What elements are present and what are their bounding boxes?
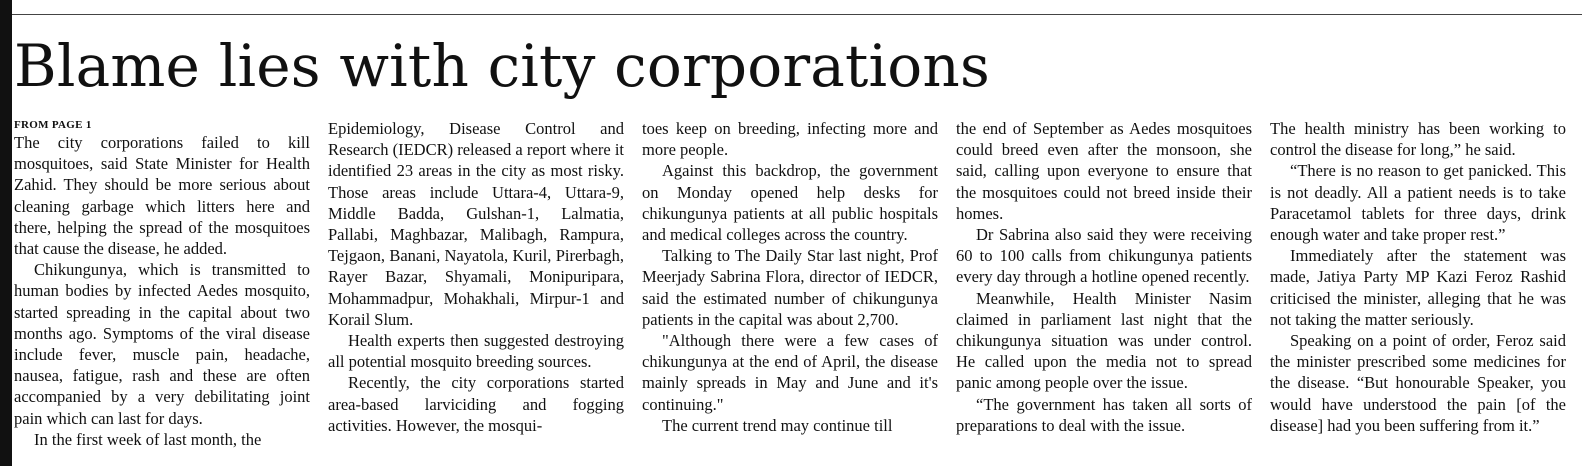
paragraph: The current trend may continue till [662, 415, 893, 435]
top-rule [12, 14, 1582, 15]
paragraph: Dr Sabrina also said they were receiving 60 to 100 calls from chikungunya patients every day through a hotline opened recently. [956, 225, 1252, 287]
paragraph: Epidemiology, Disease Control and Research (IEDCR) released a report where it identified 23 areas in the city as most risky. Those areas include Uttara-4, Uttara-9, Middle Badda, Gulshan-1, Lalmatia, Pallabi, Maghbazar, Malibagh, Rampura, Tejgaon, Banani, Nayatola, Kuril, Pirerbagh, Rayer Bazar, Shyamali, Monipuripara, Mohammadpur, Mohakhali, Mirpur-1 and Korail Slum. [328, 119, 624, 329]
paragraph: Chikungunya, which is transmitted to human bodies by infected Aedes mosquito, started spreading in the capital about two months ago. Symptoms of the viral disease include fever, muscle pain, headache, nausea, fatigue, rash and these are often accompanied by a very debilitating joint pain which can last for days. [14, 260, 310, 428]
paragraph: “The government has taken all sorts of preparations to deal with the issue. [956, 394, 1252, 435]
column-2 [328, 118, 624, 466]
paragraph: Speaking on a point of order, Feroz said the minister prescribed some medicines for the disease. “But honourable Speaker, you would have understood the pain [of the disease] had you been suffering from it.” [1270, 331, 1566, 435]
paragraph: In the first week of last month, the [34, 429, 262, 449]
paragraph: “There is no reason to get panicked. This is not deadly. All a patient needs is to take Paracetamol tablets for three days, drink enough water and take proper rest.” [1270, 161, 1566, 245]
headline: Blame lies with city corporations [14, 32, 990, 100]
article-body [14, 118, 1570, 466]
paragraph: Against this backdrop, the government on Monday opened help desks for chikungunya patients at all public hospitals and medical colleges across the country. [642, 161, 938, 245]
paragraph: the end of September as Aedes mosquitoes could breed even after the monsoon, she said, calling upon everyone to ensure that the mosquitoes could not breed inside their homes. [956, 119, 1252, 223]
paragraph: toes keep on breeding, infecting more and more people. [642, 119, 938, 160]
paragraph: The city corporations failed to kill mosquitoes, said State Minister for Health Zahid. They should be more serious about cleaning garbage which litters here and there, helping the spread of the mosquitoes that cause the disease, he added. [14, 133, 310, 259]
column-3 [642, 118, 938, 466]
paragraph: Health experts then suggested destroying all potential mosquito breeding sources. [328, 331, 624, 372]
paragraph: Immediately after the statement was made, Jatiya Party MP Kazi Feroz Rashid criticised the minister, alleging that he was not taking the matter seriously. [1270, 246, 1566, 329]
paragraph: "Although there were a few cases of chikungunya at the end of April, the disease mainly spreads in May and June and it's continuing." [642, 331, 938, 414]
paragraph: The health ministry has been working to control the disease for long,” he said. [1270, 119, 1566, 160]
paragraph: Meanwhile, Health Minister Nasim claimed in parliament last night that the chikungunya situation was under control. He called upon the media not to spread panic among people over the issue. [956, 288, 1252, 393]
left-edge-bar [0, 0, 12, 466]
kicker: FROM PAGE 1 [14, 119, 92, 131]
paragraph: Talking to The Daily Star last night, Prof Meerjady Sabrina Flora, director of IEDCR, said the estimated number of chikungunya patients in the capital was about 2,700. [642, 246, 938, 329]
paragraph: Recently, the city corporations started area-based larviciding and fogging activities. However, the mosqui- [328, 373, 624, 435]
column-4 [956, 118, 1252, 466]
column-5 [1270, 118, 1566, 466]
column-1 [14, 118, 310, 466]
